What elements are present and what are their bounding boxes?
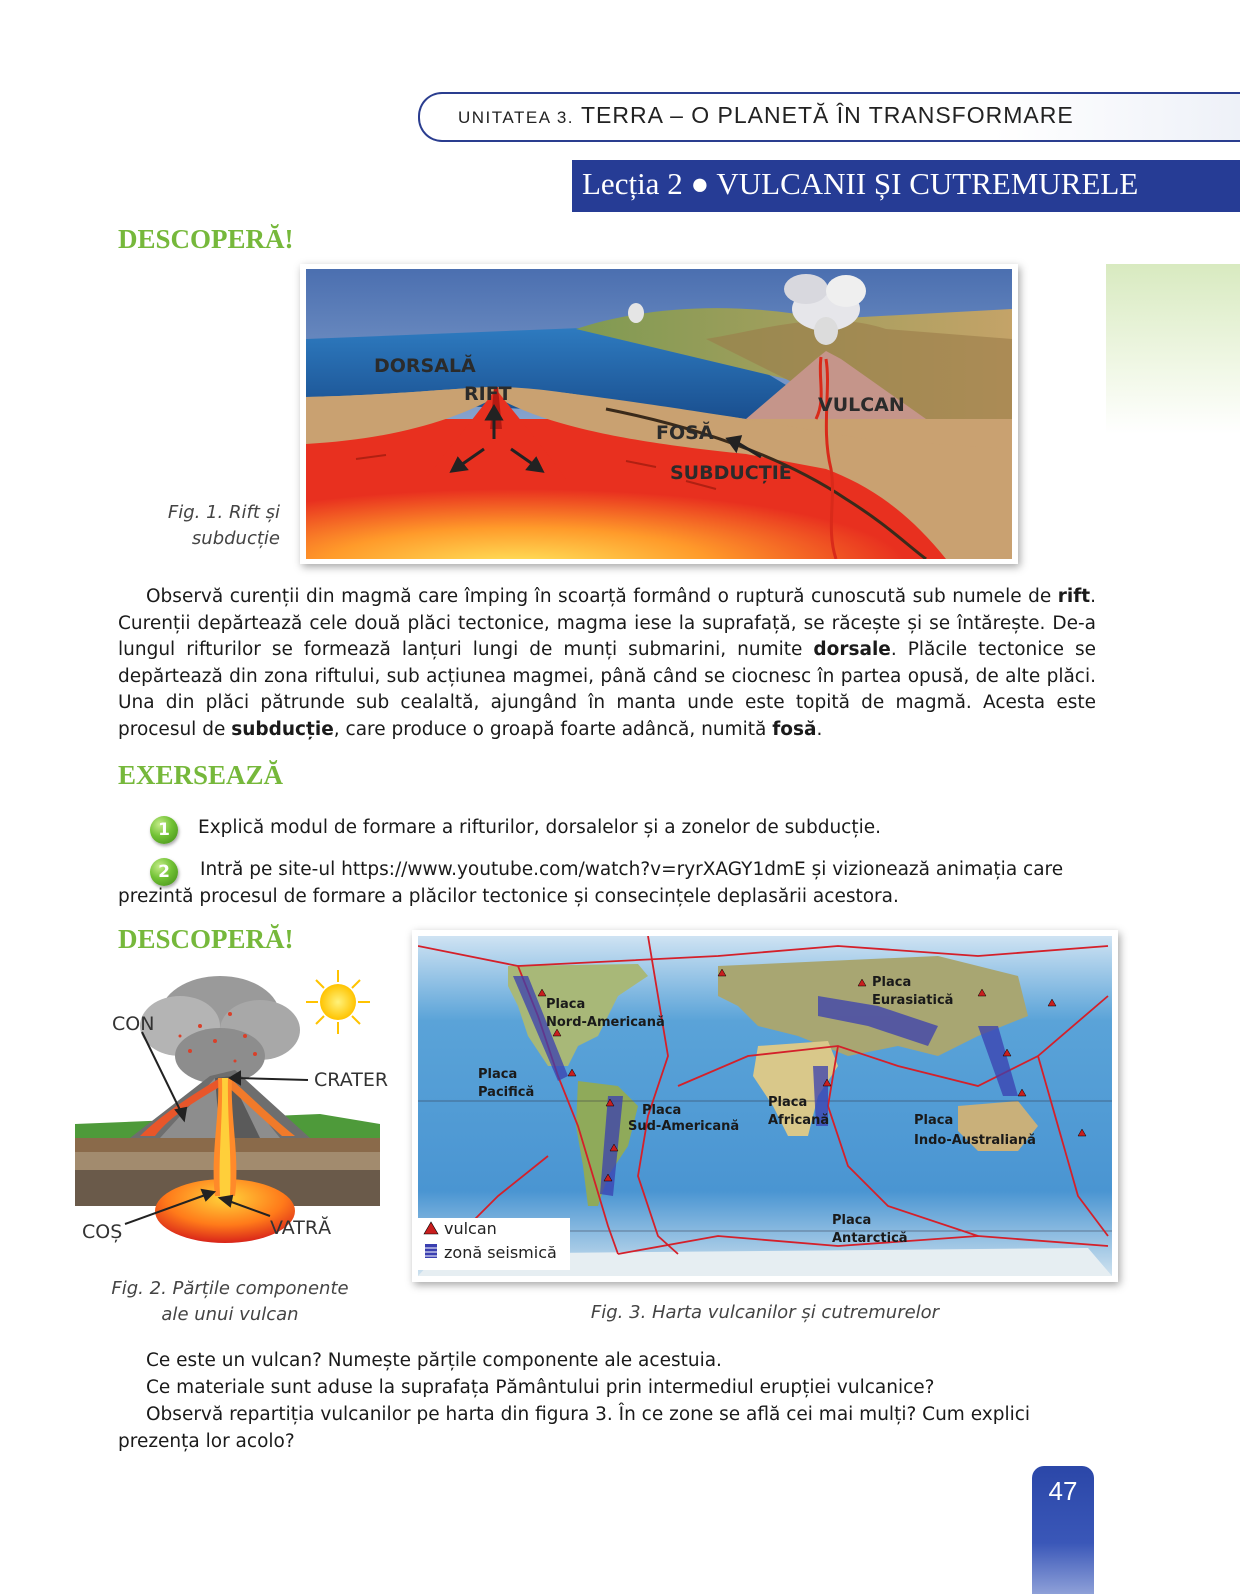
- section-heading-practice: EXERSEAZĂ: [118, 760, 284, 790]
- figure-1-caption-line1: Fig. 1. Rift și: [167, 502, 280, 523]
- exercise-2-line1: Intră pe site-ul https://www.youtube.com/watch?v=ryrXAGY1dmE și vizionează animația care: [200, 859, 1064, 880]
- figure-1-caption-line2: subducție: [191, 528, 280, 549]
- label-vulcan: VULCAN: [818, 394, 905, 416]
- question-3-line2: prezența lor acolo?: [118, 1431, 295, 1452]
- figure-2-caption-line2: ale unui vulcan: [161, 1304, 299, 1325]
- section-heading-discover-2: DESCOPERĂ!: [118, 924, 294, 954]
- world-map: [418, 936, 1112, 1276]
- map-label-pa2: Pacifică: [478, 1085, 535, 1100]
- figure-1-caption: [150, 500, 280, 552]
- label-vatra: VATRĂ: [270, 1217, 332, 1239]
- paragraph-text: . Curenții depărtează cele două plăci tectonice, magma iese la suprafață, se răcește și se întărește. De-a lungul rifturilor se formează lanțuri lungi de munți submarini, numite: [118, 586, 1096, 661]
- map-label-na2: Nord-Americană: [546, 1015, 665, 1030]
- label-fosa: FOSĂ: [656, 422, 714, 444]
- map-label-eu2: Eurasiatică: [872, 993, 954, 1008]
- map-label-ia1: Placa: [914, 1113, 954, 1128]
- exercise-1-text: Explică modul de formare a rifturilor, dorsalelor și a zonelor de subducție.: [198, 817, 881, 838]
- paragraph-text: Observă curenții din magmă care împing în scoarță formând o ruptură cunoscută sub numele de: [146, 586, 1058, 607]
- term-rift: rift: [1057, 586, 1091, 607]
- unit-title: [458, 102, 1074, 129]
- label-crater: CRATER: [314, 1069, 389, 1091]
- figure-volcano-map: [412, 930, 1118, 1282]
- term-dorsale: dorsale: [813, 639, 891, 661]
- paragraph-text: . Plăcile tectonice se depărtează din zona riftului, sub acțiunea magmei, până când se ciocnesc în partea opusă, de alte plăci. Una din plăci pătrunde sub cealaltă, ajungând în manta unde este topită de magmă. Acesta este procesul de: [118, 639, 1096, 740]
- map-label-an2: Antarctică: [832, 1231, 908, 1246]
- unit-name: TERRA – O PLANETĂ ÎN TRANSFORMARE: [581, 102, 1074, 128]
- rift-diagram: [306, 269, 1012, 559]
- map-label-an1: Placa: [832, 1213, 872, 1228]
- map-label-pa1: Placa: [478, 1067, 518, 1082]
- map-label-eu1: Placa: [872, 975, 912, 990]
- figure-2-caption-line1: Fig. 2. Părțile componente: [111, 1278, 349, 1299]
- side-decoration: [1106, 264, 1240, 434]
- figure-2-caption: [96, 1276, 364, 1328]
- term-subductie: subducție: [231, 718, 334, 740]
- page-number: 47: [1048, 1476, 1078, 1506]
- exercise-number-2: 2: [150, 858, 178, 886]
- legend-seismic: zonă seismică: [444, 1243, 557, 1262]
- label-subductie: SUBDUCȚIE: [670, 462, 792, 484]
- paragraph-text: , care produce o groapă foarte adâncă, numită: [333, 718, 773, 740]
- seismic-zone-icon: [425, 1244, 437, 1258]
- question-2: Ce materiale sunt aduse la suprafața Pământului prin intermediul erupției vulcanice?: [146, 1377, 935, 1398]
- section-heading-discover-1: DESCOPERĂ!: [118, 224, 294, 254]
- lesson-title: Lecția 2 ● VULCANII ȘI CUTREMURELE: [582, 166, 1139, 201]
- question-3-line1: Observă repartiția vulcanilor pe harta din figura 3. În ce zone se află cei mai mulți? Cum explici: [146, 1404, 1031, 1425]
- map-label-sa2: Sud-Americană: [628, 1119, 740, 1134]
- label-dorsala: DORSALĂ: [374, 355, 476, 377]
- figure-rift-subduction: [300, 264, 1018, 564]
- label-rift: RIFT: [464, 383, 512, 405]
- map-label-ia2: Indo-Australiană: [914, 1133, 1036, 1148]
- figure-3-caption: Fig. 3. Harta vulcanilor și cutremurelor: [590, 1302, 940, 1323]
- exercise-number-1: 1: [150, 816, 178, 844]
- label-cos: COȘ: [82, 1221, 123, 1243]
- label-con: CON: [112, 1013, 155, 1035]
- legend-volcano: vulcan: [444, 1219, 497, 1238]
- map-label-na1: Placa: [546, 997, 586, 1012]
- unit-prefix: UNITATEA 3.: [458, 108, 575, 127]
- paragraph-text: .: [816, 718, 823, 740]
- term-fosa: fosă: [772, 718, 817, 740]
- intro-paragraph: [118, 584, 1096, 744]
- map-label-af2: Africană: [768, 1113, 830, 1128]
- map-label-af1: Placa: [768, 1095, 808, 1110]
- map-label-sa1: Placa: [642, 1103, 682, 1118]
- volcano-diagram: [70, 966, 400, 1266]
- question-1: Ce este un vulcan? Numește părțile componente ale acestuia.: [146, 1350, 722, 1371]
- exercise-2-line2: prezintă procesul de formare a plăcilor tectonice și consecințele deplasării acestora.: [118, 886, 899, 907]
- sun-icon: [306, 970, 370, 1034]
